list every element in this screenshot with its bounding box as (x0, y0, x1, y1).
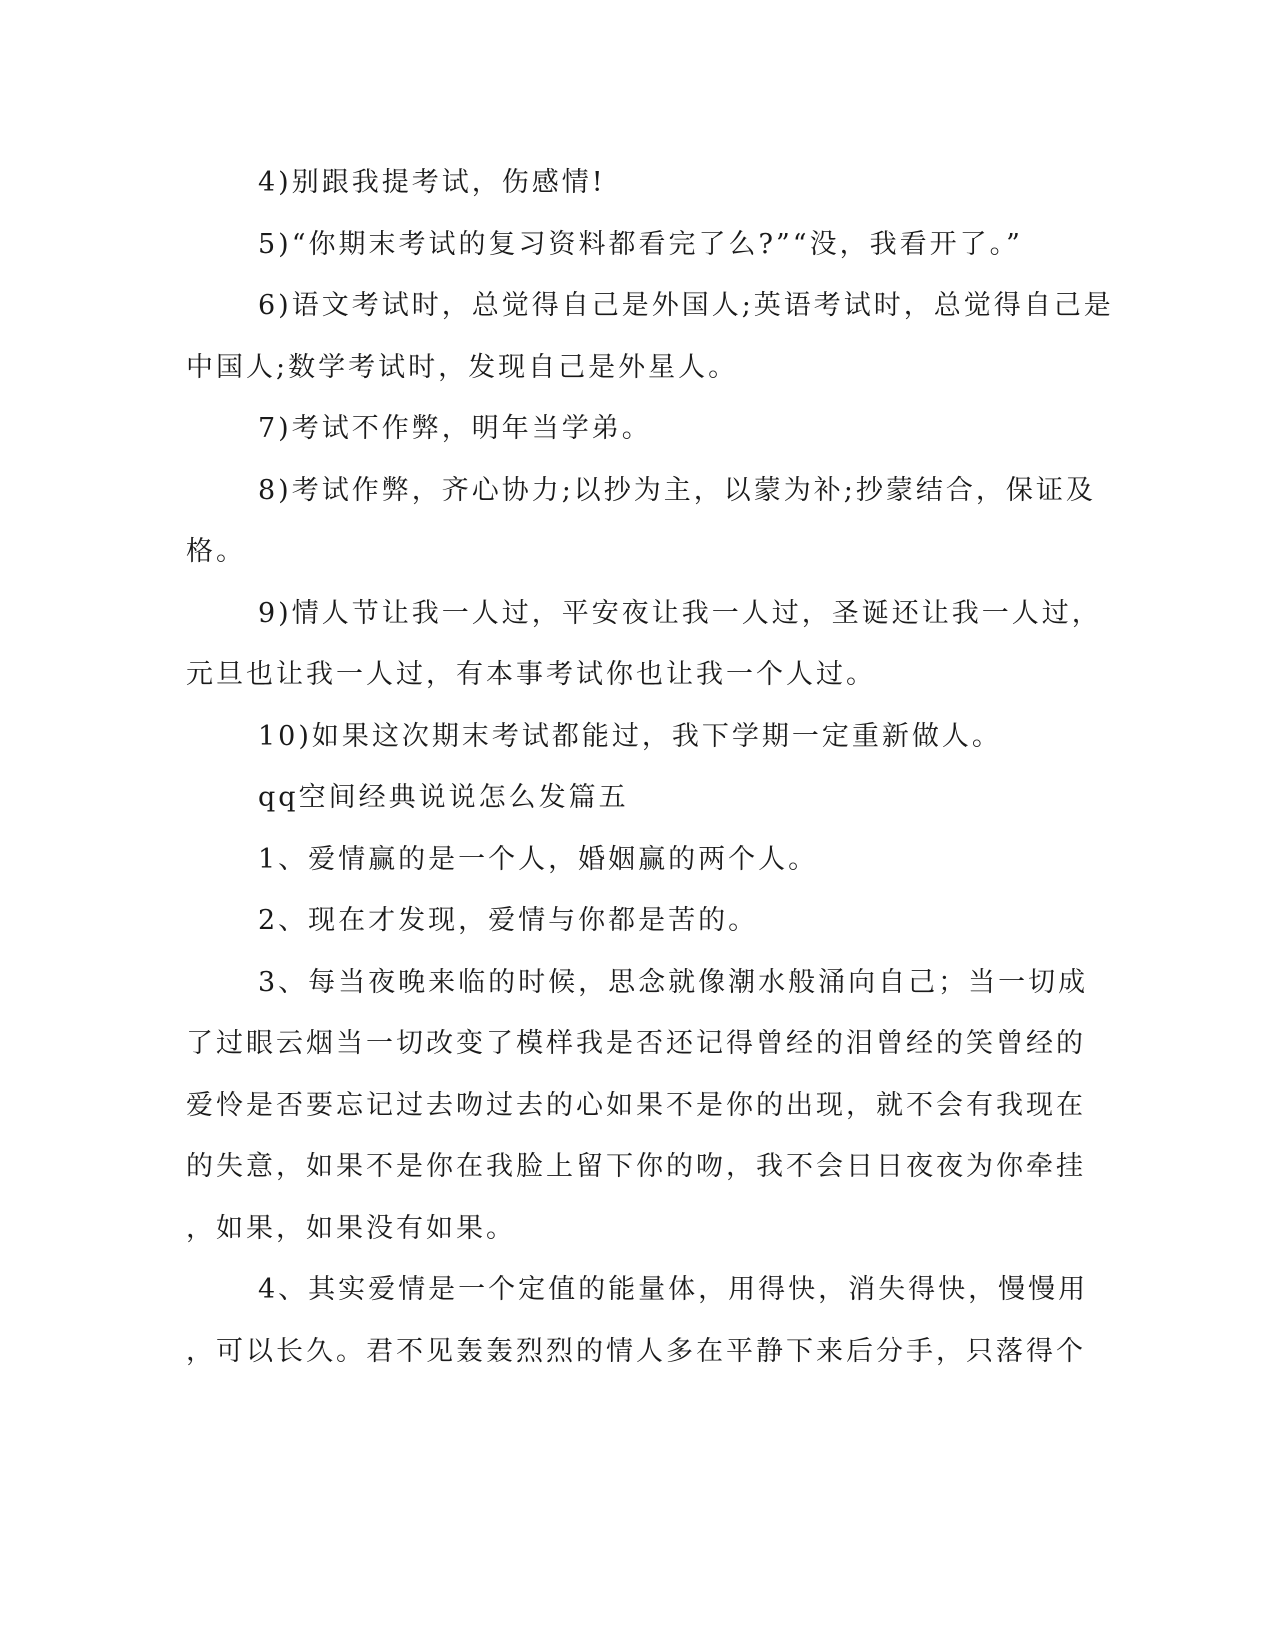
document-body (186, 152, 1114, 1382)
text-line: 格。 (186, 536, 246, 567)
section-heading: qq空间经典说说怎么发篇五 (258, 782, 629, 813)
text-line: 6)语文考试时，总觉得自己是外国人;英语考试时，总觉得自己是 (258, 290, 1114, 321)
text-line: 了过眼云烟当一切改变了模样我是否还记得曾经的泪曾经的笑曾经的 (186, 1028, 1086, 1059)
text-line: 9)情人节让我一人过，平安夜让我一人过，圣诞还让我一人过， (258, 597, 1102, 629)
text-line: 2、现在才发现，爱情与你都是苦的。 (258, 905, 759, 936)
text-line: 7)考试不作弊，明年当学弟。 (258, 413, 652, 444)
text-line: 中国人;数学考试时，发现自己是外星人。 (186, 351, 739, 383)
text-line: 10)如果这次期末考试都能过，我下学期一定重新做人。 (258, 720, 1002, 752)
text-line: 8)考试作弊，齐心协力;以抄为主，以蒙为补;抄蒙结合，保证及 (258, 474, 1096, 506)
text-line: 4、其实爱情是一个定值的能量体，用得快，消失得快，慢慢用 (258, 1274, 1089, 1305)
text-line: 元旦也让我一人过，有本事考试你也让我一个人过。 (186, 659, 876, 690)
text-line: 的失意，如果不是你在我脸上留下你的吻，我不会日日夜夜为你牵挂 (186, 1151, 1086, 1182)
text-line: 4)别跟我提考试，伤感情! (258, 167, 606, 198)
text-line: 5)“你期末考试的复习资料都看完了么?”“没，我看开了。” (258, 228, 1023, 260)
text-line: 爱怜是否要忘记过去吻过去的心如果不是你的出现，就不会有我现在 (186, 1089, 1086, 1121)
text-line: 3、每当夜晚来临的时候，思念就像潮水般涌向自己；当一切成 (258, 966, 1089, 998)
text-line: ，可以长久。君不见轰轰烈烈的情人多在平静下来后分手，只落得个 (186, 1335, 1086, 1367)
text-line: ，如果，如果没有如果。 (186, 1212, 516, 1244)
text-line: 1、爱情赢的是一个人，婚姻赢的两个人。 (258, 843, 819, 875)
